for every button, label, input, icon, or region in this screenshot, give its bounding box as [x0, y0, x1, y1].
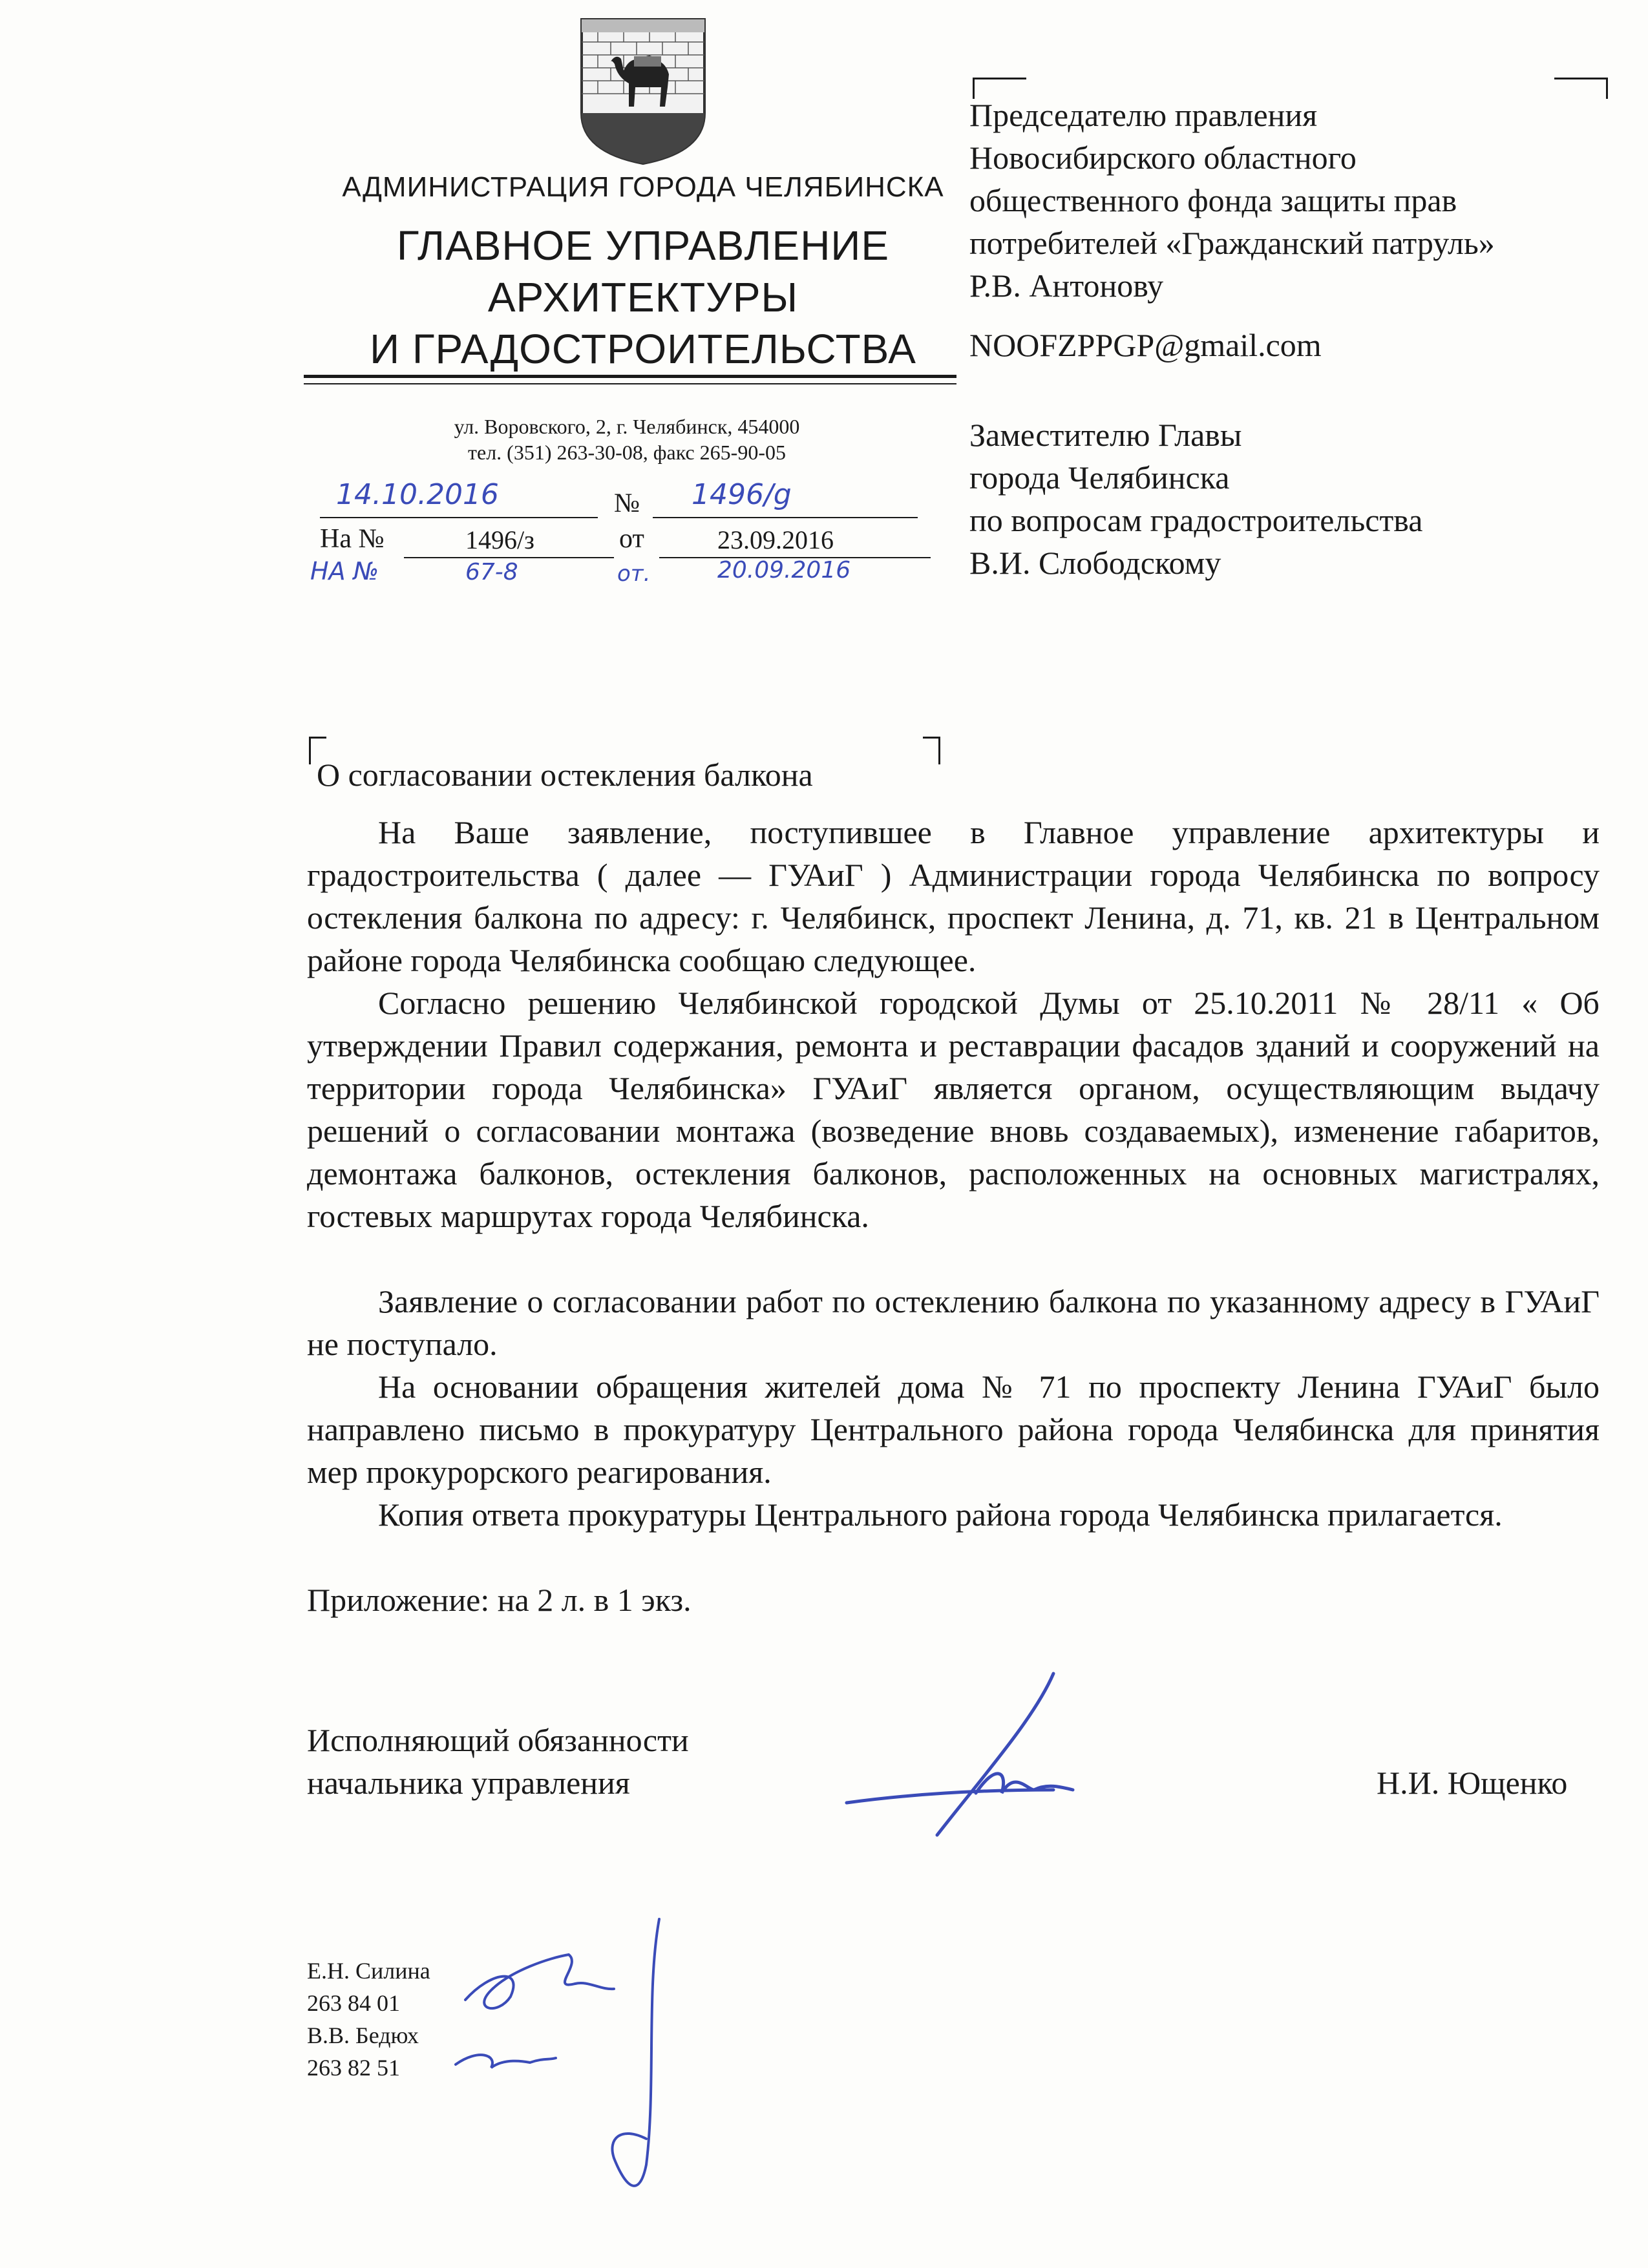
recipient-first-line: общественного фонда защиты прав [969, 182, 1457, 218]
recipient-second-line: В.И. Слободскому [969, 545, 1221, 581]
contact-line: Е.Н. Силина [307, 1958, 430, 1984]
approval-signatures [452, 1893, 698, 2203]
contact-line: 263 82 51 [307, 2055, 400, 2081]
recipient-first-line: Р.В. Антонову [969, 268, 1164, 304]
letterhead-rule-thin [304, 383, 956, 384]
body-paragraph-2 [307, 982, 1600, 1237]
signatory-title [307, 1719, 689, 1804]
body-paragraph-3 [307, 1280, 1600, 1365]
contact-line: В.В. Бедюх [307, 2022, 419, 2048]
body-paragraph-5 [307, 1493, 1600, 1536]
department-address [362, 414, 892, 465]
date-underline [320, 517, 598, 518]
body-paragraph-1 [307, 811, 1600, 982]
reference-date: 23.09.2016 [717, 525, 834, 554]
recipient-first-line: Новосибирского областного [969, 140, 1357, 176]
outgoing-date-handwritten: 14.10.2016 [336, 478, 499, 511]
department-name-line-3: И ГРАДОСТРОИТЕЛЬСТВА [370, 326, 916, 372]
handwritten-ref-date: 20.09.2016 [717, 557, 851, 583]
reference-number-label: На № [320, 524, 385, 554]
signatory-name: Н.И. Ющенко [1377, 1765, 1568, 1801]
letter-subject: О согласовании остекления балкона [317, 757, 813, 793]
handwritten-ref-label: НА № [310, 557, 379, 585]
body-paragraph-text: Копия ответа прокуратуры Центрального района города Челябинска прилагается. [378, 1496, 1503, 1533]
address-line-1: ул. Воровского, 2, г. Челябинск, 454000 [454, 415, 800, 438]
recipient-second [969, 414, 1629, 584]
subject-bracket-right [923, 737, 940, 764]
handwritten-from-label: от. [617, 561, 651, 587]
recipient-first [969, 94, 1629, 307]
body-paragraph-text: Согласно решению Челябинской городской Думы от 25.10.2011 № 28/11 « Об утверждении Правил содержания, ремонта и реставрации фасадов зданий и сооружений на территории города Челябинска» ГУАиГ является органом, осуществляющим выдачу решений о согласовании монтажа (возведение вновь создаваемых), изменение габаритов, демонтажа балконов, остекления балконов, расположенных на основных магистралях, гостевых маршрутах города Челябинска. [307, 985, 1600, 1234]
reference-number: 1496/з [465, 525, 534, 554]
signatory-title-line-1: Исполняющий обязанности [307, 1722, 689, 1758]
city-emblem [578, 16, 708, 165]
administration-name: АДМИНИСТРАЦИЯ ГОРОДА ЧЕЛЯБИНСКА [342, 171, 944, 203]
outgoing-number-handwritten: 1496/g [692, 478, 792, 511]
reference-from-label: от [619, 524, 644, 554]
contact-line: 263 84 01 [307, 1990, 400, 2016]
director-signature [840, 1661, 1137, 1842]
executor-contacts [307, 1955, 430, 2084]
recipient-first-line: Председателю правления [969, 97, 1318, 133]
number-label: № [614, 488, 640, 518]
handwritten-ref-number: 67-8 [465, 559, 518, 585]
recipient-first-line: потребителей «Гражданский патруль» [969, 225, 1495, 261]
body-paragraph-text: Заявление о согласовании работ по остеклению балкона по указанному адресу в ГУАиГ не поступало. [307, 1283, 1600, 1362]
recipient-second-line: Заместителю Главы [969, 417, 1242, 453]
signatory-title-line-2: начальника управления [307, 1765, 630, 1801]
number-underline [653, 517, 918, 518]
address-line-2: тел. (351) 263-30-08, факс 265-90-05 [468, 441, 786, 464]
recipient-email: NOOFZPPGP@gmail.com [969, 327, 1322, 363]
body-paragraph-text: На Ваше заявление, поступившее в Главное управление архитектуры и градостроительства ( далее — ГУАиГ ) Администрации города Челябинска по вопросу остекления балкона по адресу: г. Челябинск, проспект Ленина, д. 71, кв. 21 в Центральном районе города Челябинска сообщаю следующее. [307, 814, 1600, 978]
recipient-second-line: города Челябинска [969, 459, 1230, 496]
body-paragraph-4 [307, 1365, 1600, 1493]
recipient-second-line: по вопросам градостроительства [969, 502, 1423, 538]
letterhead-rule-thick [304, 375, 956, 378]
department-name-line-1: ГЛАВНОЕ УПРАВЛЕНИЕ [396, 222, 890, 269]
body-paragraph-text: На основании обращения жителей дома № 71 по проспекту Ленина ГУАиГ было направлено письмо в прокуратуру Центрального района города Челябинска для принятия мер прокурорского реагирования. [307, 1369, 1600, 1490]
department-name-line-2: АРХИТЕКТУРЫ [487, 274, 799, 320]
reference-number-underline [404, 557, 614, 558]
attachment-note: Приложение: на 2 л. в 1 экз. [307, 1582, 692, 1618]
